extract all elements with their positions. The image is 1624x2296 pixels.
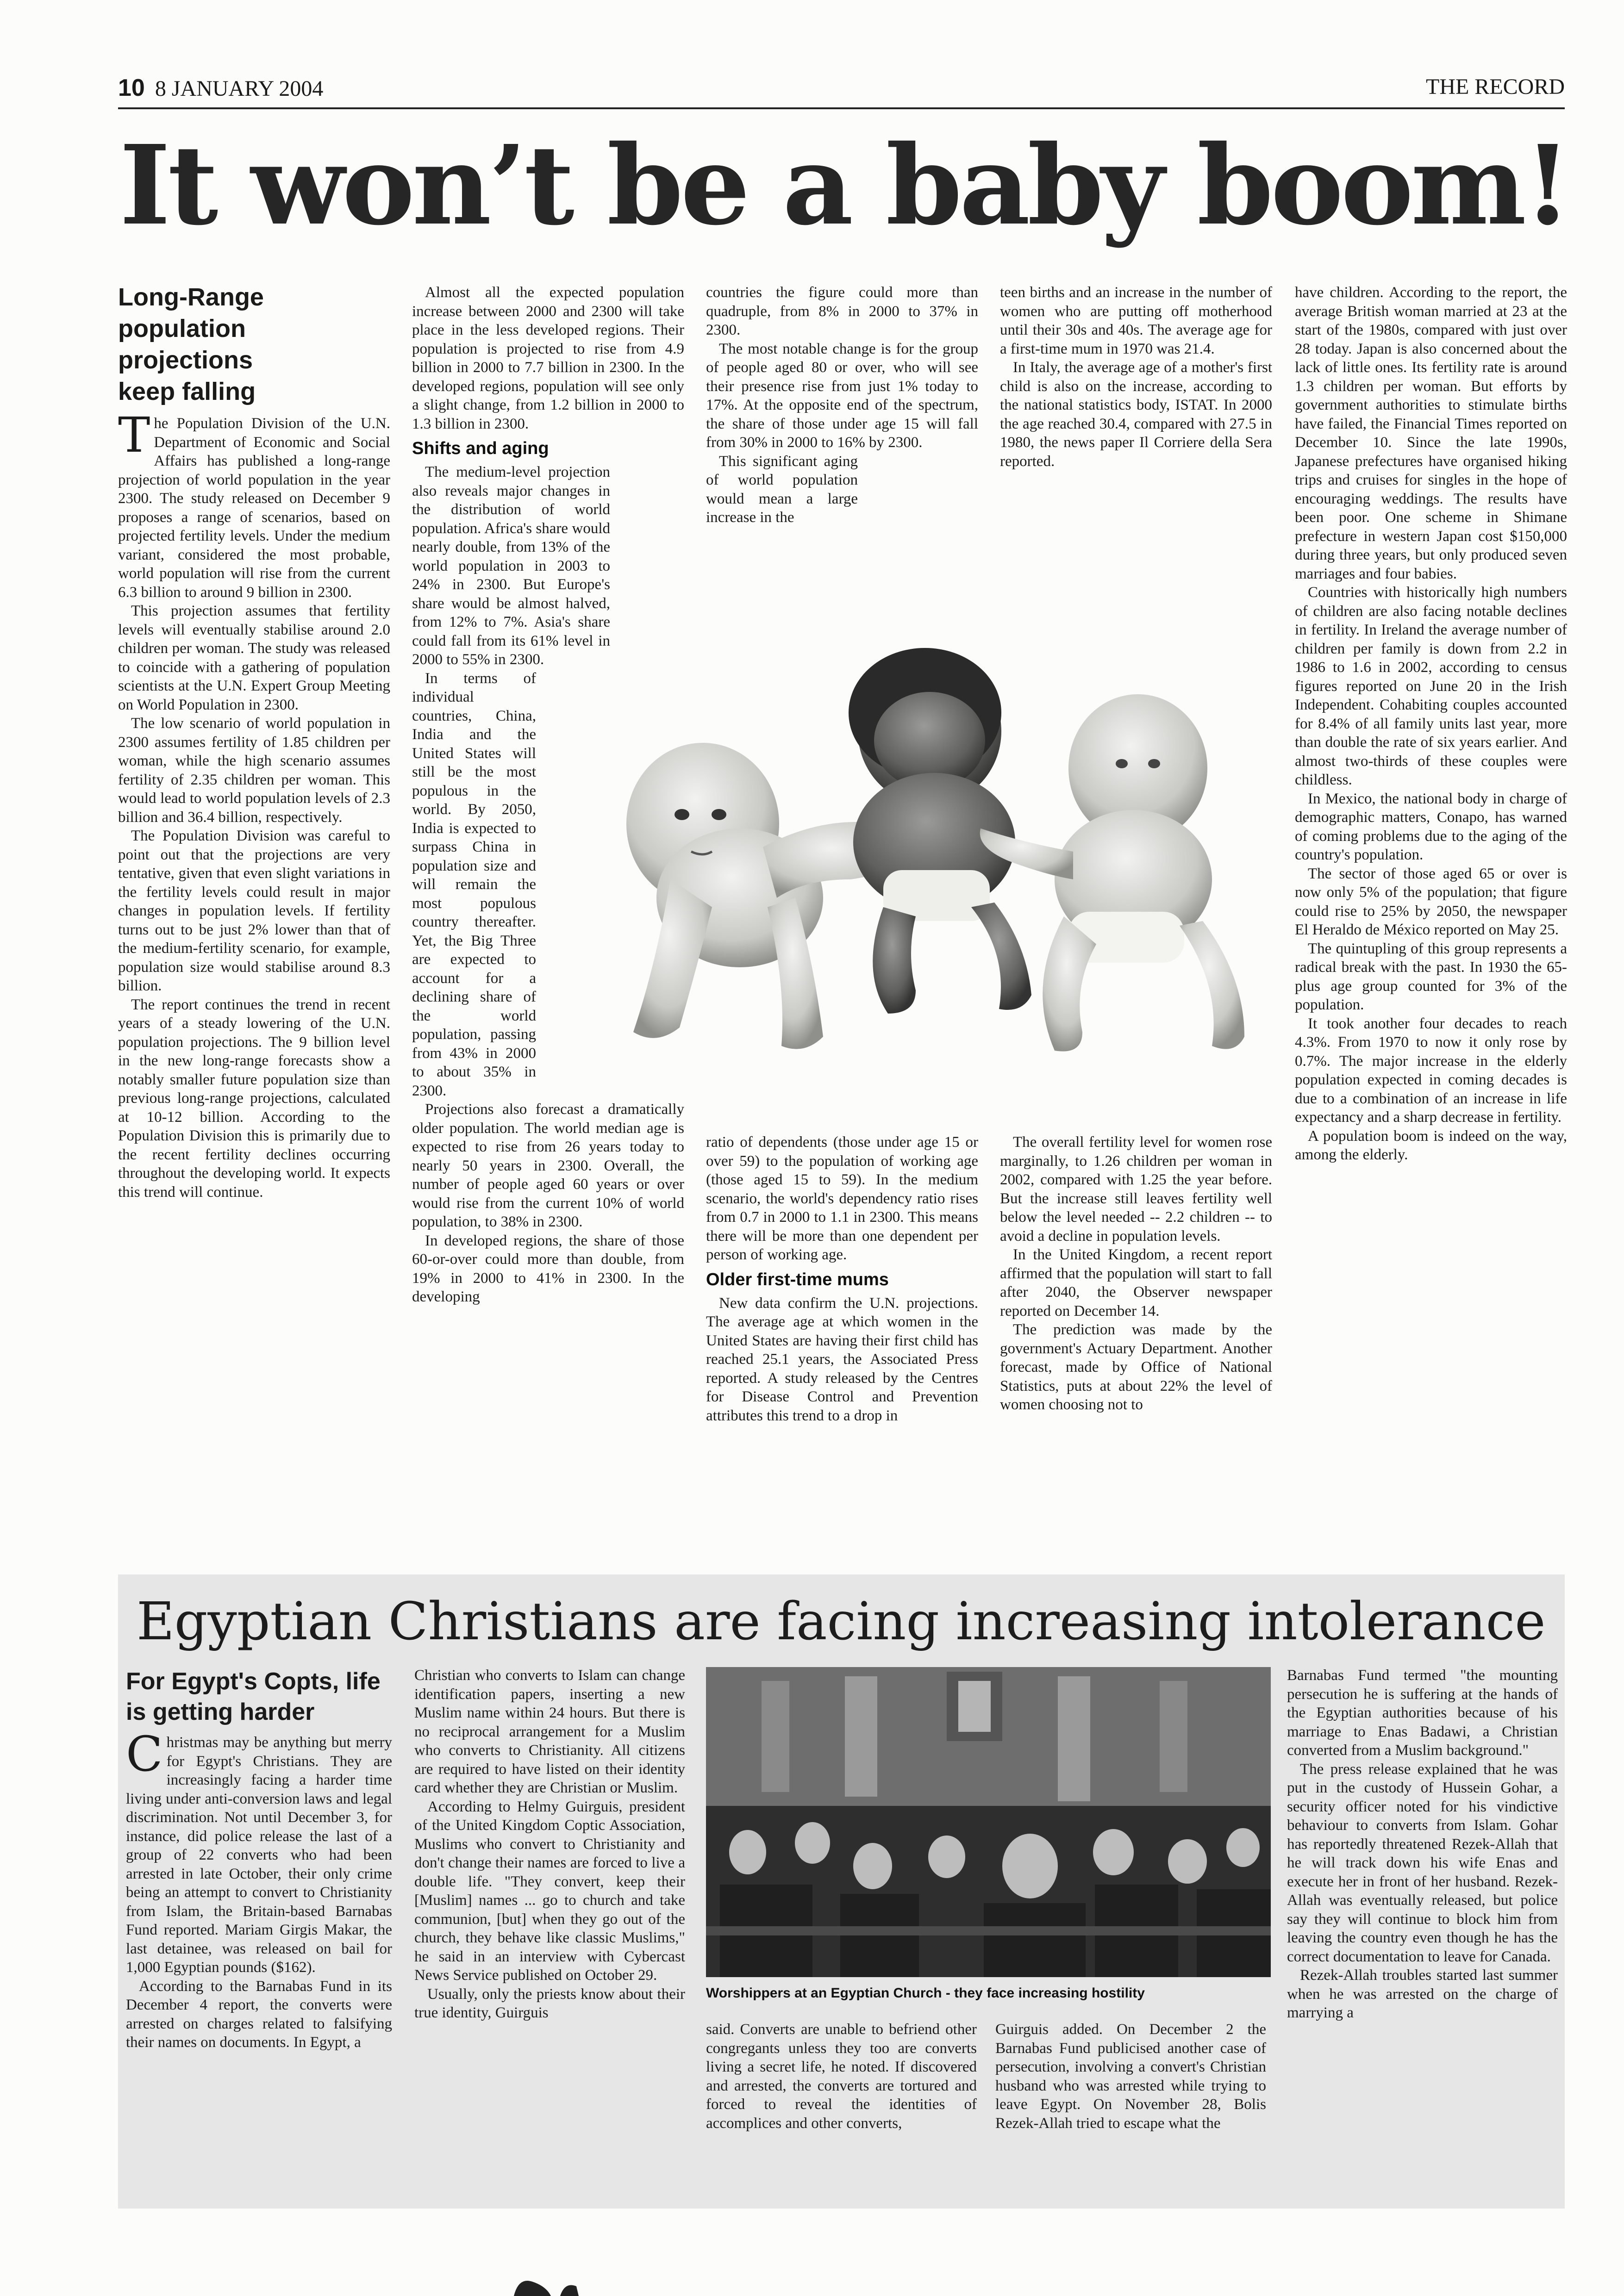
photo-caption: Worshippers at an Egyptian Church - they face increasing hostility — [706, 1985, 1145, 2001]
publication-name: THE RECORD — [1426, 75, 1565, 99]
headline-egyptian-christians: Egyptian Christians are facing increasing intolerance — [137, 1592, 1546, 1652]
paragraph: Usually, only the priests know about their true identity, Guirguis — [414, 1985, 685, 2021]
folio-left — [118, 74, 323, 102]
paragraph: In developed regions, the share of those 60-or-over could more than double, from 19% in 2000 to 41% in 2300. In the developing — [412, 1232, 684, 1305]
article2-column-3 — [706, 2020, 977, 2133]
paragraph: teen births and an increase in the number of women who are putting off motherhood until their 30s and 40s. The average age for a first-time mum in 1970 was 21.4. — [1000, 284, 1272, 357]
article2-column-1 — [126, 1726, 392, 2052]
paragraph: In Italy, the average age of a mother's first child is also on the increase, according to the national statistics body, ISTAT. In 2000 the age reached 30.4, compared with 27.5 in 1980, the news paper Il Corriere della Sera reported. — [1000, 359, 1272, 470]
church-worshippers-photo — [706, 1667, 1271, 1977]
subhead-older-first-time-mums: Older first-time mums — [706, 1269, 889, 1289]
paragraph: The medium-level projection also reveals major changes in the distribution of world population. Africa's share would nearly double, from 13% of the world population in 2003 to 24% in 2300. But Europe's share would be almost halved, from 12% to 7%. Asia's share could fall from its 61% level in 2000 to 55% in 2300. — [412, 464, 610, 668]
issue-date: 8 JANUARY 2004 — [155, 76, 324, 101]
paragraph: The sector of those aged 65 or over is now only 5% of the population; that figure could rise to 25% by 2050, the newspaper El Heraldo de México reported on May 25. — [1295, 865, 1567, 938]
baby-middle — [849, 648, 1031, 1014]
paragraph: It took another four decades to reach 4.3%. From 1970 to now it only rose by 0.7%. The major increase in the elderly population expected in coming decades is due to a combination of an increase in life expectancy and a sharp decrease in fertility. — [1295, 1015, 1567, 1126]
paragraph: In Mexico, the national body in charge of demographic matters, Conapo, has warned of coming problems due to the aging of the country's population. — [1295, 790, 1567, 863]
paragraph: Countries with historically high numbers of children are also facing notable declines in fertility. In Ireland the average number of children per family is down from 2.2 in 1986 to 1.6 in 2002, according to census figures reported on June 20 in the Irish Independent. Cohabiting couples accounted for 8.4% of all family units last year, more than double the rate of six years earlier. And almost two-thirds of these couples were childless. — [1295, 584, 1567, 788]
paragraph: The most notable change is for the group of people aged 80 or over, who will see their presence rise from just 1% today to 17%. At the opposite end of the spectrum, the share of those under age 15 will fall from 30% in 2000 to 16% by 2300. — [706, 340, 978, 451]
paragraph: In terms of individual countries, China, India and the United States will still be the most populous in the world. By 2050, India is expected to surpass China in population size and will remain the most populous country thereafter. Yet, the Big Three are expected to account for a declining share of the world population, passing from 43% in 2000 to about 35% in 2300. — [412, 670, 536, 1099]
paragraph: The prediction was made by the government's Actuary Department. Another forecast, made by Office of National Statistics, puts at about 22% the level of women choosing not to — [1000, 1321, 1272, 1413]
header-rule — [118, 107, 1565, 109]
paragraph: The press release explained that he was put in the custody of Hussein Gohar, a security officer noted for his vindictive behaviour to converts from Islam. Gohar has reportedly threatened Rezek-Allah that he will track down his wife Enas and execute her in front of her husband. Rezek-Allah was eventually released, but police say they will continue to block him from leaving the country even though he has the correct documentation to leave for Canada. — [1287, 1761, 1558, 1965]
paragraph: This projection assumes that fertility levels will eventually stabilise around 2.0 children per woman. The study was released to coincide with a gathering of population scientists at the U.N. Expert Group Meeting on World Population in 2300. — [118, 603, 390, 713]
paragraph: Almost all the expected population increase between 2000 and 2300 will take place in the less developed regions. Their population is projected to rise from 4.9 billion in 2000 to 7.7 billion in 2300. In the developed regions, population will see only a slight change, from 1.2 billion in 2000 to 1.3 billion in 2300. — [412, 284, 684, 432]
paragraph: Guirguis added. On December 2 the Barnabas Fund publicised another case of persecution, involving a convert's Christian husband who was arrested while trying to leave Egypt. On November 28, Bolis Rezek-Allah tried to escape what the — [995, 2021, 1266, 2132]
paragraph: countries the figure could more than quadruple, from 8% in 2000 to 37% in 2300. — [706, 284, 978, 338]
paragraph: Christian who converts to Islam can change identification papers, inserting a new Muslim name within 24 hours. But there is no reciprocal arrangement for a Muslim who converts to Christianity. All citizens are required to have listed on their identity card whether they are Christian or Muslim. — [414, 1667, 685, 1796]
babies-photo — [564, 546, 1298, 1120]
paragraph: The overall fertility level for women rose marginally, to 1.26 children per woman in 2002, compared with 1.25 the year before. But the increase still leaves fertility well below the level needed -- 2.2 children -- to avoid a decline in population levels. — [1000, 1134, 1272, 1244]
subhead-shifts-and-aging: Shifts and aging — [412, 439, 549, 458]
ink-smudge — [505, 2268, 579, 2296]
article1-column-3-top — [706, 283, 978, 527]
paragraph: The Population Division of the U.N. Department of Economic and Social Affairs has published a long-range projection of world population in the year 2300. The study released on December 9 proposes a range of scenarios, based on projected fertility levels. Under the medium variant, considered the most probable, world population will rise from the current 6.3 billion to around 9 billion in 2300. — [118, 407, 390, 601]
paragraph: The Population Division was careful to point out that the projections are very tentative, given that even slight variations in the fertility levels could result in major changes in population levels. If fertility turns out to be just 2% lower than that of the medium-fertility scenario, for example, population size would stabilise around 8.3 billion. — [118, 828, 390, 994]
article2-column-2 — [414, 1666, 685, 2022]
paragraph: Barnabas Fund termed "the mounting persecution he is suffering at the hands of the Egyptian authorities because of his marriage to Enas Badawi, a Christian converted from a Muslim background." — [1287, 1667, 1558, 1759]
paragraph: The low scenario of world population in 2300 assumes fertility of 1.85 children per woman, while the high scenario assumes fertility of 2.35 children per woman. This would lead to world population levels of 2.3 billion and 36.4 billion, respectively. — [118, 715, 390, 826]
paragraph: ratio of dependents (those under age 15 or over 59) to the population of working age (those aged 15 to 59). In the medium scenario, the world's dependency ratio rises from 0.7 in 2000 to 1.1 in 2300. This means there will be more than one dependent per person of working age. — [706, 1134, 978, 1263]
article1-column-3-bottom — [706, 1133, 978, 1425]
paragraph: have children. According to the report, the average British woman married at 23 at the start of the 1980s, compared with just over 28 today. Japan is also concerned about the lack of little ones. Its fertility rate is around 1.3 children per woman. But efforts by government authorities to stimulate births have failed, the Financial Times reported on December 10. Since the late 1990s, Japanese prefectures have organised hiking trips and cruises for singles in the hope of encouraging weddings. The results have been poor. One scheme in Shimane prefecture in western Japan cost $150,000 during three years, but only produced seven marriages and four babies. — [1295, 284, 1567, 582]
article1-column-4-bottom — [1000, 1133, 1272, 1414]
paragraph: Christmas may be anything but merry for Egypt's Christians. They are increasingly facing a harder time living under anti-conversion laws and legal discrimination. Not until December 3, for instance, did police release the last of a group of 22 converts who had been arrested in late October, their only crime being an attempt to convert to Christianity from Islam, the Britain-based Barnabas Fund reported. Mariam Girgis Makar, the last detainee, was released on bail for 1,000 Egyptian pounds ($162). — [126, 1726, 392, 1976]
article2-column-4 — [995, 2020, 1266, 2133]
paragraph: According to the Barnabas Fund in its December 4 report, the converts were arrested on charges related to falsifying their names on documents. In Egypt, a — [126, 1978, 392, 2051]
article1-column-4-top — [1000, 283, 1272, 471]
paragraph: Projections also forecast a dramatically older population. The world median age is expected to rise from 26 years today to nearly 50 years in 2300. Overall, the number of people aged 60 years or over would rise from the current 10% of world population, to 38% in 2300. — [412, 1101, 684, 1230]
paragraph: The report continues the trend in recent years of a steady lowering of the U.N. population projections. The 9 billion level in the new long-range forecasts show a notably smaller future population size than previous long-range projections, calculated at 10-12 billion. According to the Population Division this is primarily due to the recent fertility declines occurring throughout the developing world. It expects this trend will continue. — [118, 996, 390, 1201]
baby-left — [626, 743, 916, 1049]
headline-baby-boom: It won’t be a baby boom! — [119, 121, 1569, 249]
paragraph: In the United Kingdom, a recent report affirmed that the population will start to fall after 2040, the Observer newspaper reported on December 14. — [1000, 1246, 1272, 1319]
article1-column-1 — [118, 407, 390, 1201]
paragraph: The quintupling of this group represents a radical break with the past. In 1930 the 65-plus age group counted for 3% of the population. — [1295, 940, 1567, 1013]
article2-kicker: For Egypt's Copts, life is getting harder — [126, 1668, 381, 1725]
paragraph: said. Converts are unable to befriend other congregants unless they too are converts living a secret life, he noted. If discovered and arrested, the converts are tortured and forced to reveal the identities of accomplices and other converts, — [706, 2021, 977, 2132]
article1-column-5 — [1295, 283, 1567, 1164]
paragraph: A population boom is indeed on the way, among the elderly. — [1295, 1127, 1567, 1163]
paragraph: This significant aging of world population would mean a large increase in the — [706, 453, 858, 526]
page-number: 10 — [118, 75, 145, 101]
paragraph: Rezek-Allah troubles started last summer when he was arrested on the charge of marrying a — [1287, 1967, 1558, 2021]
article2-column-5 — [1287, 1666, 1558, 2022]
article1-kicker: Long-Range population projections keep falling — [118, 283, 264, 405]
paragraph: New data confirm the U.N. projections. The average age at which women in the United States are having their first child has reached 25.1 years, the Associated Press reported. A study released by the Centres for Disease Control and Prevention attributes this trend to a drop in — [706, 1294, 978, 1424]
paragraph: According to Helmy Guirguis, president of the United Kingdom Coptic Association, Muslims who convert to Christianity and don't change their names are forced to live a double life. "They convert, keep their [Muslim] names ... go to church and take communion, [but] when they go out of the church, they behave like classic Muslims," he said in an interview with Cybercast News Service published on October 29. — [414, 1798, 685, 1984]
